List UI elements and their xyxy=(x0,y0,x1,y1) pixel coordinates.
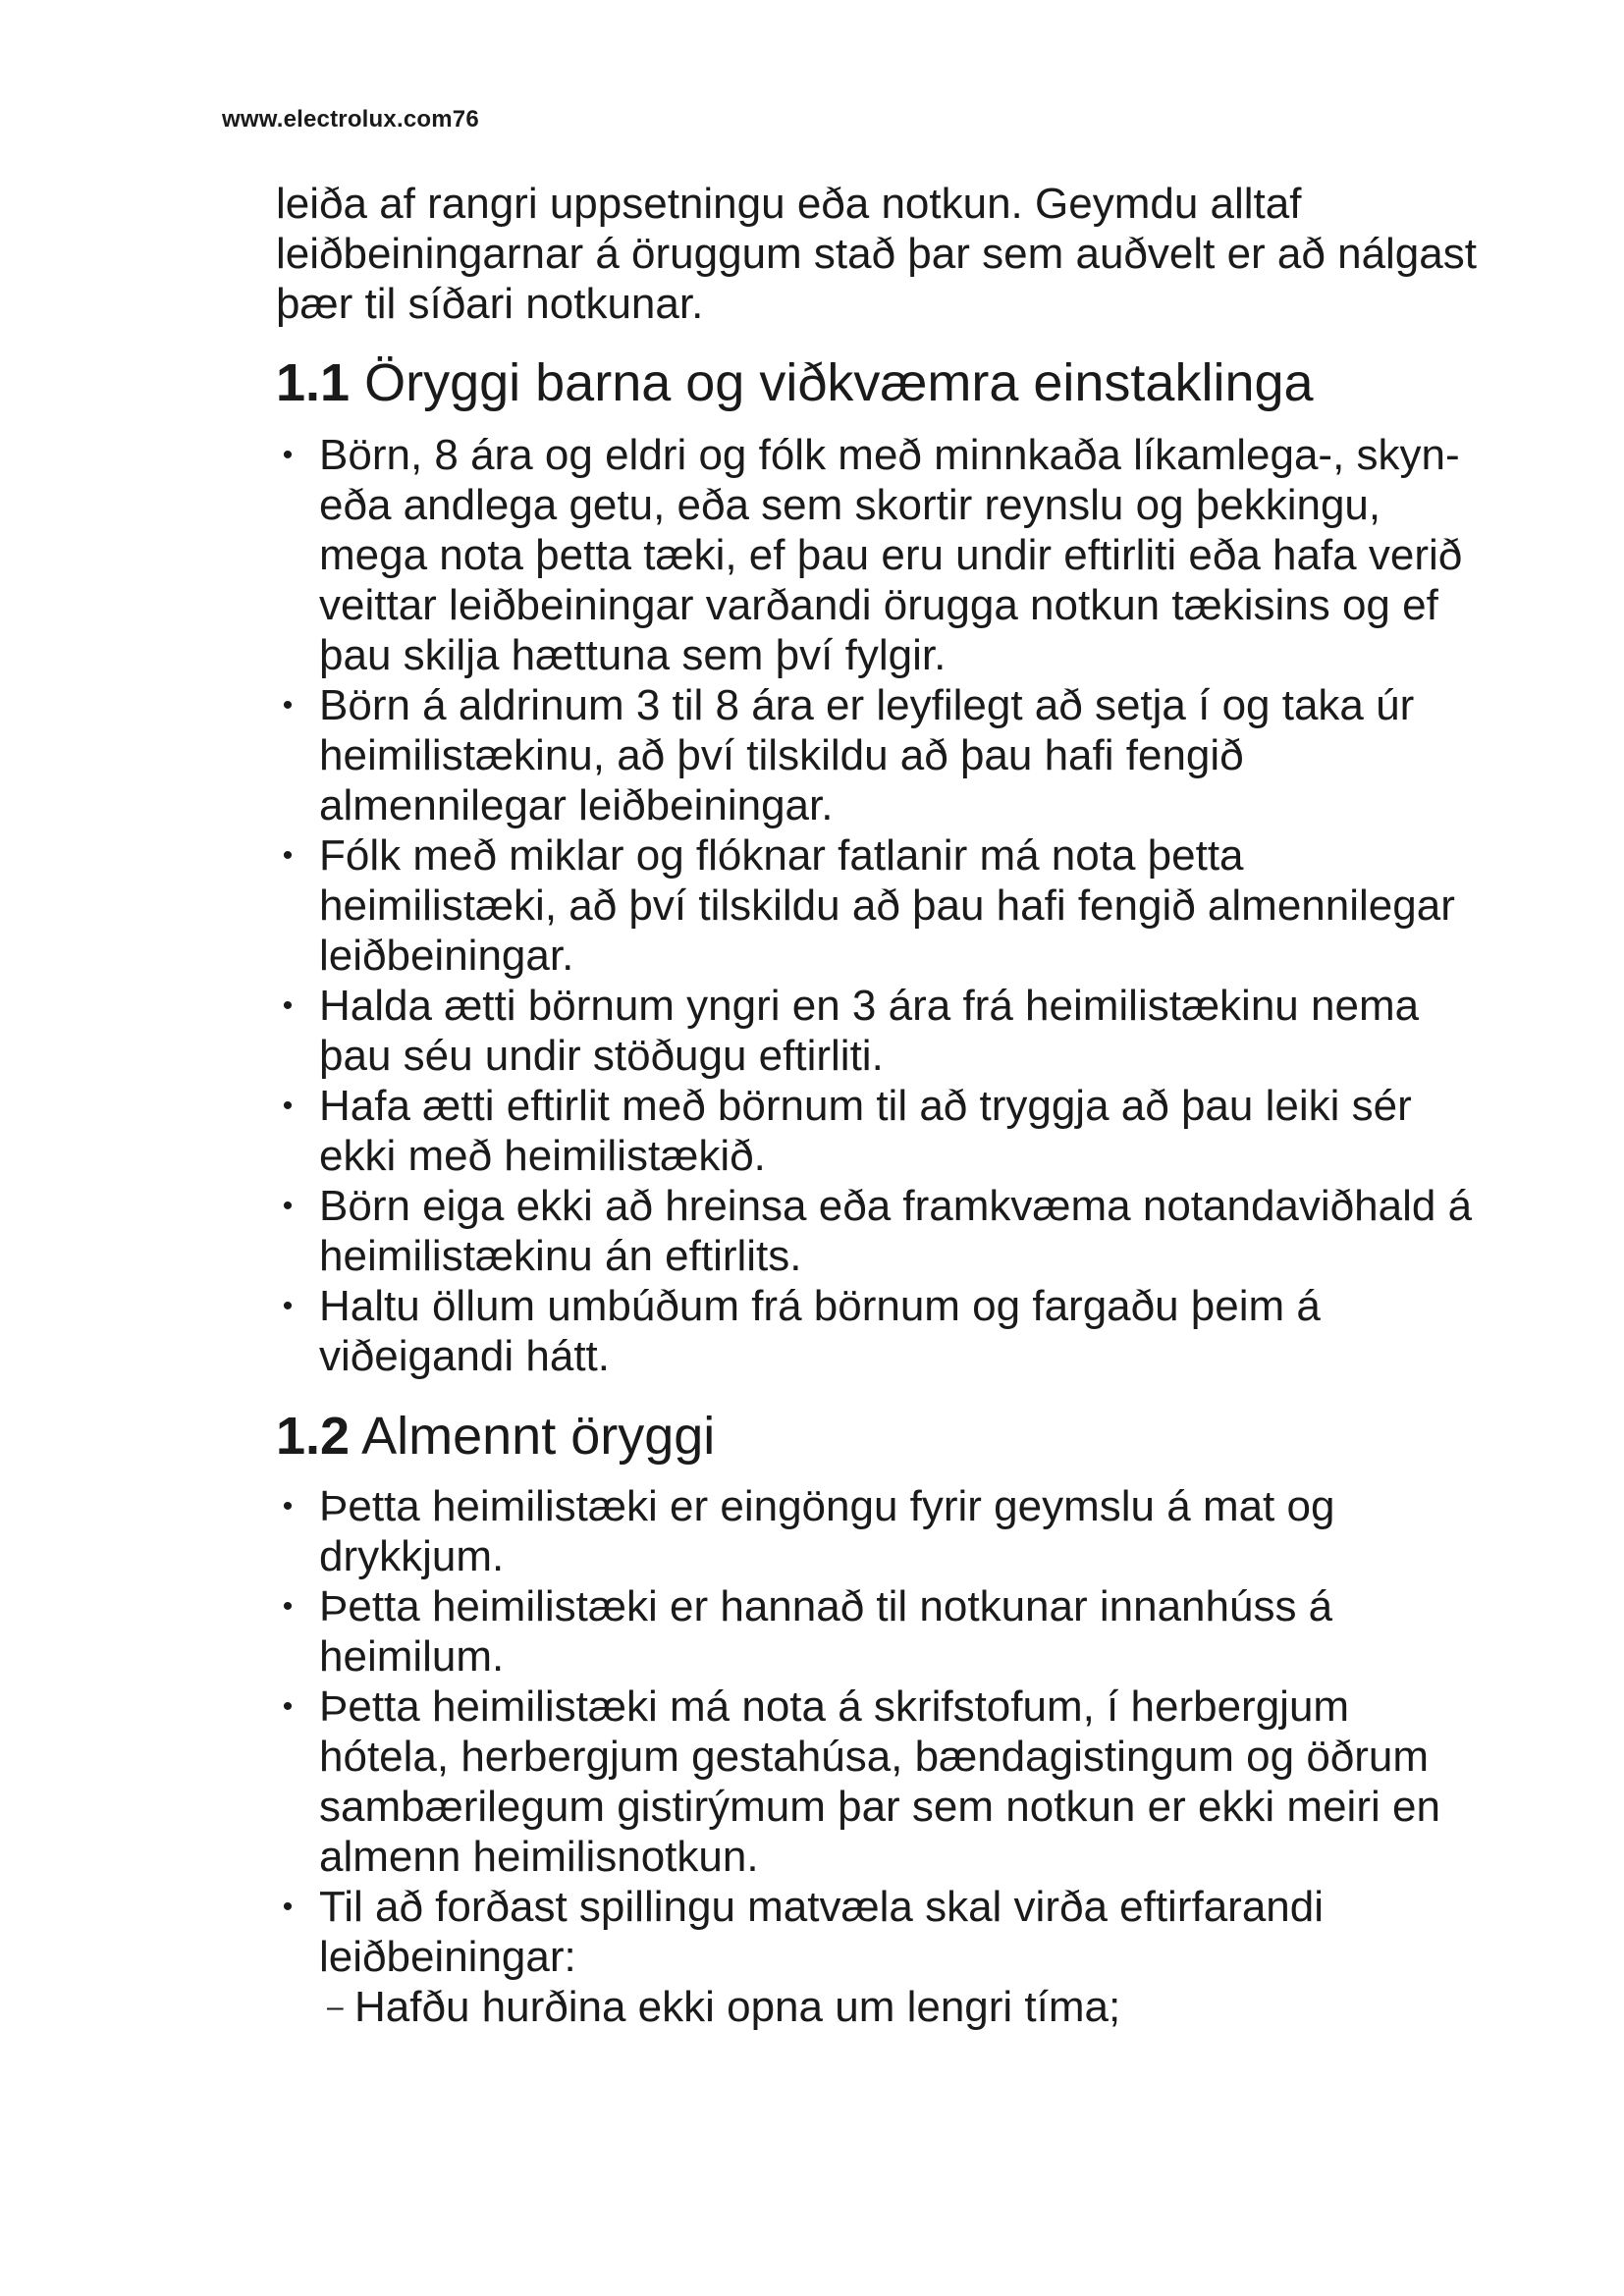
bullet-text: Þetta heimilistæki er eingöngu fyrir geymslu á mat og drykkjum. xyxy=(319,1482,1335,1580)
bullet-icon: • xyxy=(282,1290,294,1322)
intro-paragraph: leiða af rangri uppsetningu eða notkun. Geymdu alltaf leiðbeiningarnar á öruggum stað þar sem auðvelt er að nálgast þær til síðari notkunar. xyxy=(276,180,1477,328)
bullet-text: Halda ætti börnum yngri en 3 ára frá heimilistækinu nema þau séu undir stöðugu eftirliti. xyxy=(319,982,1420,1080)
bullet-icon: • xyxy=(282,1190,294,1222)
section-number: 1.2 xyxy=(276,1407,351,1466)
bullet-item xyxy=(276,830,1484,981)
bullet-icon: • xyxy=(282,839,294,872)
bullet-item xyxy=(276,680,1484,830)
bullet-text: Þetta heimilistæki má nota á skrifstofum, í herbergjum hótela, herbergjum gestahúsa, bændagistingum og öðrum sambærilegum gistirýmum þar sem notkun er ekki meiri en almenn heimilisnotkun. xyxy=(319,1682,1440,1881)
bullet-text: Börn á aldrinum 3 til 8 ára er leyfilegt að setja í og taka úr heimilistækinu, að því tilskildu að þau hafi fengið almennilegar leiðbeiningar. xyxy=(319,681,1415,829)
sub-dash-list xyxy=(276,1982,1484,2032)
bullet-item xyxy=(276,1081,1484,1181)
dash-item xyxy=(276,1982,1484,2032)
bullet-text: Hafa ætti eftirlit með börnum til að tryggja að þau leiki sér ekki með heimilistækið. xyxy=(319,1082,1412,1180)
bullet-icon: • xyxy=(282,1690,294,1723)
bullet-text: Börn eiga ekki að hreinsa eða framkvæma notandaviðhald á heimilistækinu án eftirlits. xyxy=(319,1182,1473,1280)
dash-icon: – xyxy=(327,1991,344,2023)
bullet-icon: • xyxy=(282,689,294,721)
dash-text: Hafðu hurðina ekki opna um lengri tíma; xyxy=(354,1983,1121,2031)
bullet-text: Til að forðast spillingu matvæla skal virða eftirfarandi leiðbeiningar: xyxy=(319,1883,1325,1981)
bullet-item xyxy=(276,1682,1484,1882)
bullet-item xyxy=(276,1281,1484,1381)
bullet-icon: • xyxy=(282,439,294,471)
page-content xyxy=(276,179,1484,2032)
section-heading-1-1 xyxy=(276,353,1484,412)
bullet-item xyxy=(276,1181,1484,1281)
bullet-icon: • xyxy=(282,1891,294,1923)
section-title-text: Almennt öryggi xyxy=(361,1407,716,1466)
bullet-icon: • xyxy=(282,989,294,1022)
bullet-text: Fólk með miklar og flóknar fatlanir má nota þetta heimilistæki, að því tilskildu að þau hafi fengið almennilegar leiðbeiningar. xyxy=(319,831,1455,980)
bullet-item xyxy=(276,981,1484,1081)
section-number: 1.1 xyxy=(276,353,351,412)
bullet-text: Þetta heimilistæki er hannað til notkunar innanhúss á heimilum. xyxy=(319,1582,1333,1681)
bullet-item xyxy=(276,430,1484,680)
bullet-text: Börn, 8 ára og eldri og fólk með minnkaða líkamlega-, skyn- eða andlega getu, eða sem skortir reynslu og þekkingu, mega nota þetta tæki, ef þau eru undir eftirliti eða hafa verið veittar leiðbeiningar varðandi örugga notkun tækisins og ef þau skilja hættuna sem því fylgir. xyxy=(319,431,1463,679)
bullet-text: Haltu öllum umbúðum frá börnum og fargaðu þeim á viðeigandi hátt. xyxy=(319,1282,1321,1380)
section-title-text: Öryggi barna og viðkvæmra einstaklinga xyxy=(364,353,1314,412)
section-1-1-bullet-list xyxy=(276,430,1484,1381)
bullet-item xyxy=(276,1581,1484,1682)
page-header-url: www.electrolux.com76 xyxy=(222,106,479,133)
bullet-icon: • xyxy=(282,1490,294,1522)
bullet-icon: • xyxy=(282,1090,294,1122)
section-heading-1-2 xyxy=(276,1407,1484,1466)
bullet-icon: • xyxy=(282,1590,294,1623)
bullet-item xyxy=(276,1882,1484,1982)
bullet-item xyxy=(276,1481,1484,1581)
section-1-2-bullet-list xyxy=(276,1481,1484,1982)
